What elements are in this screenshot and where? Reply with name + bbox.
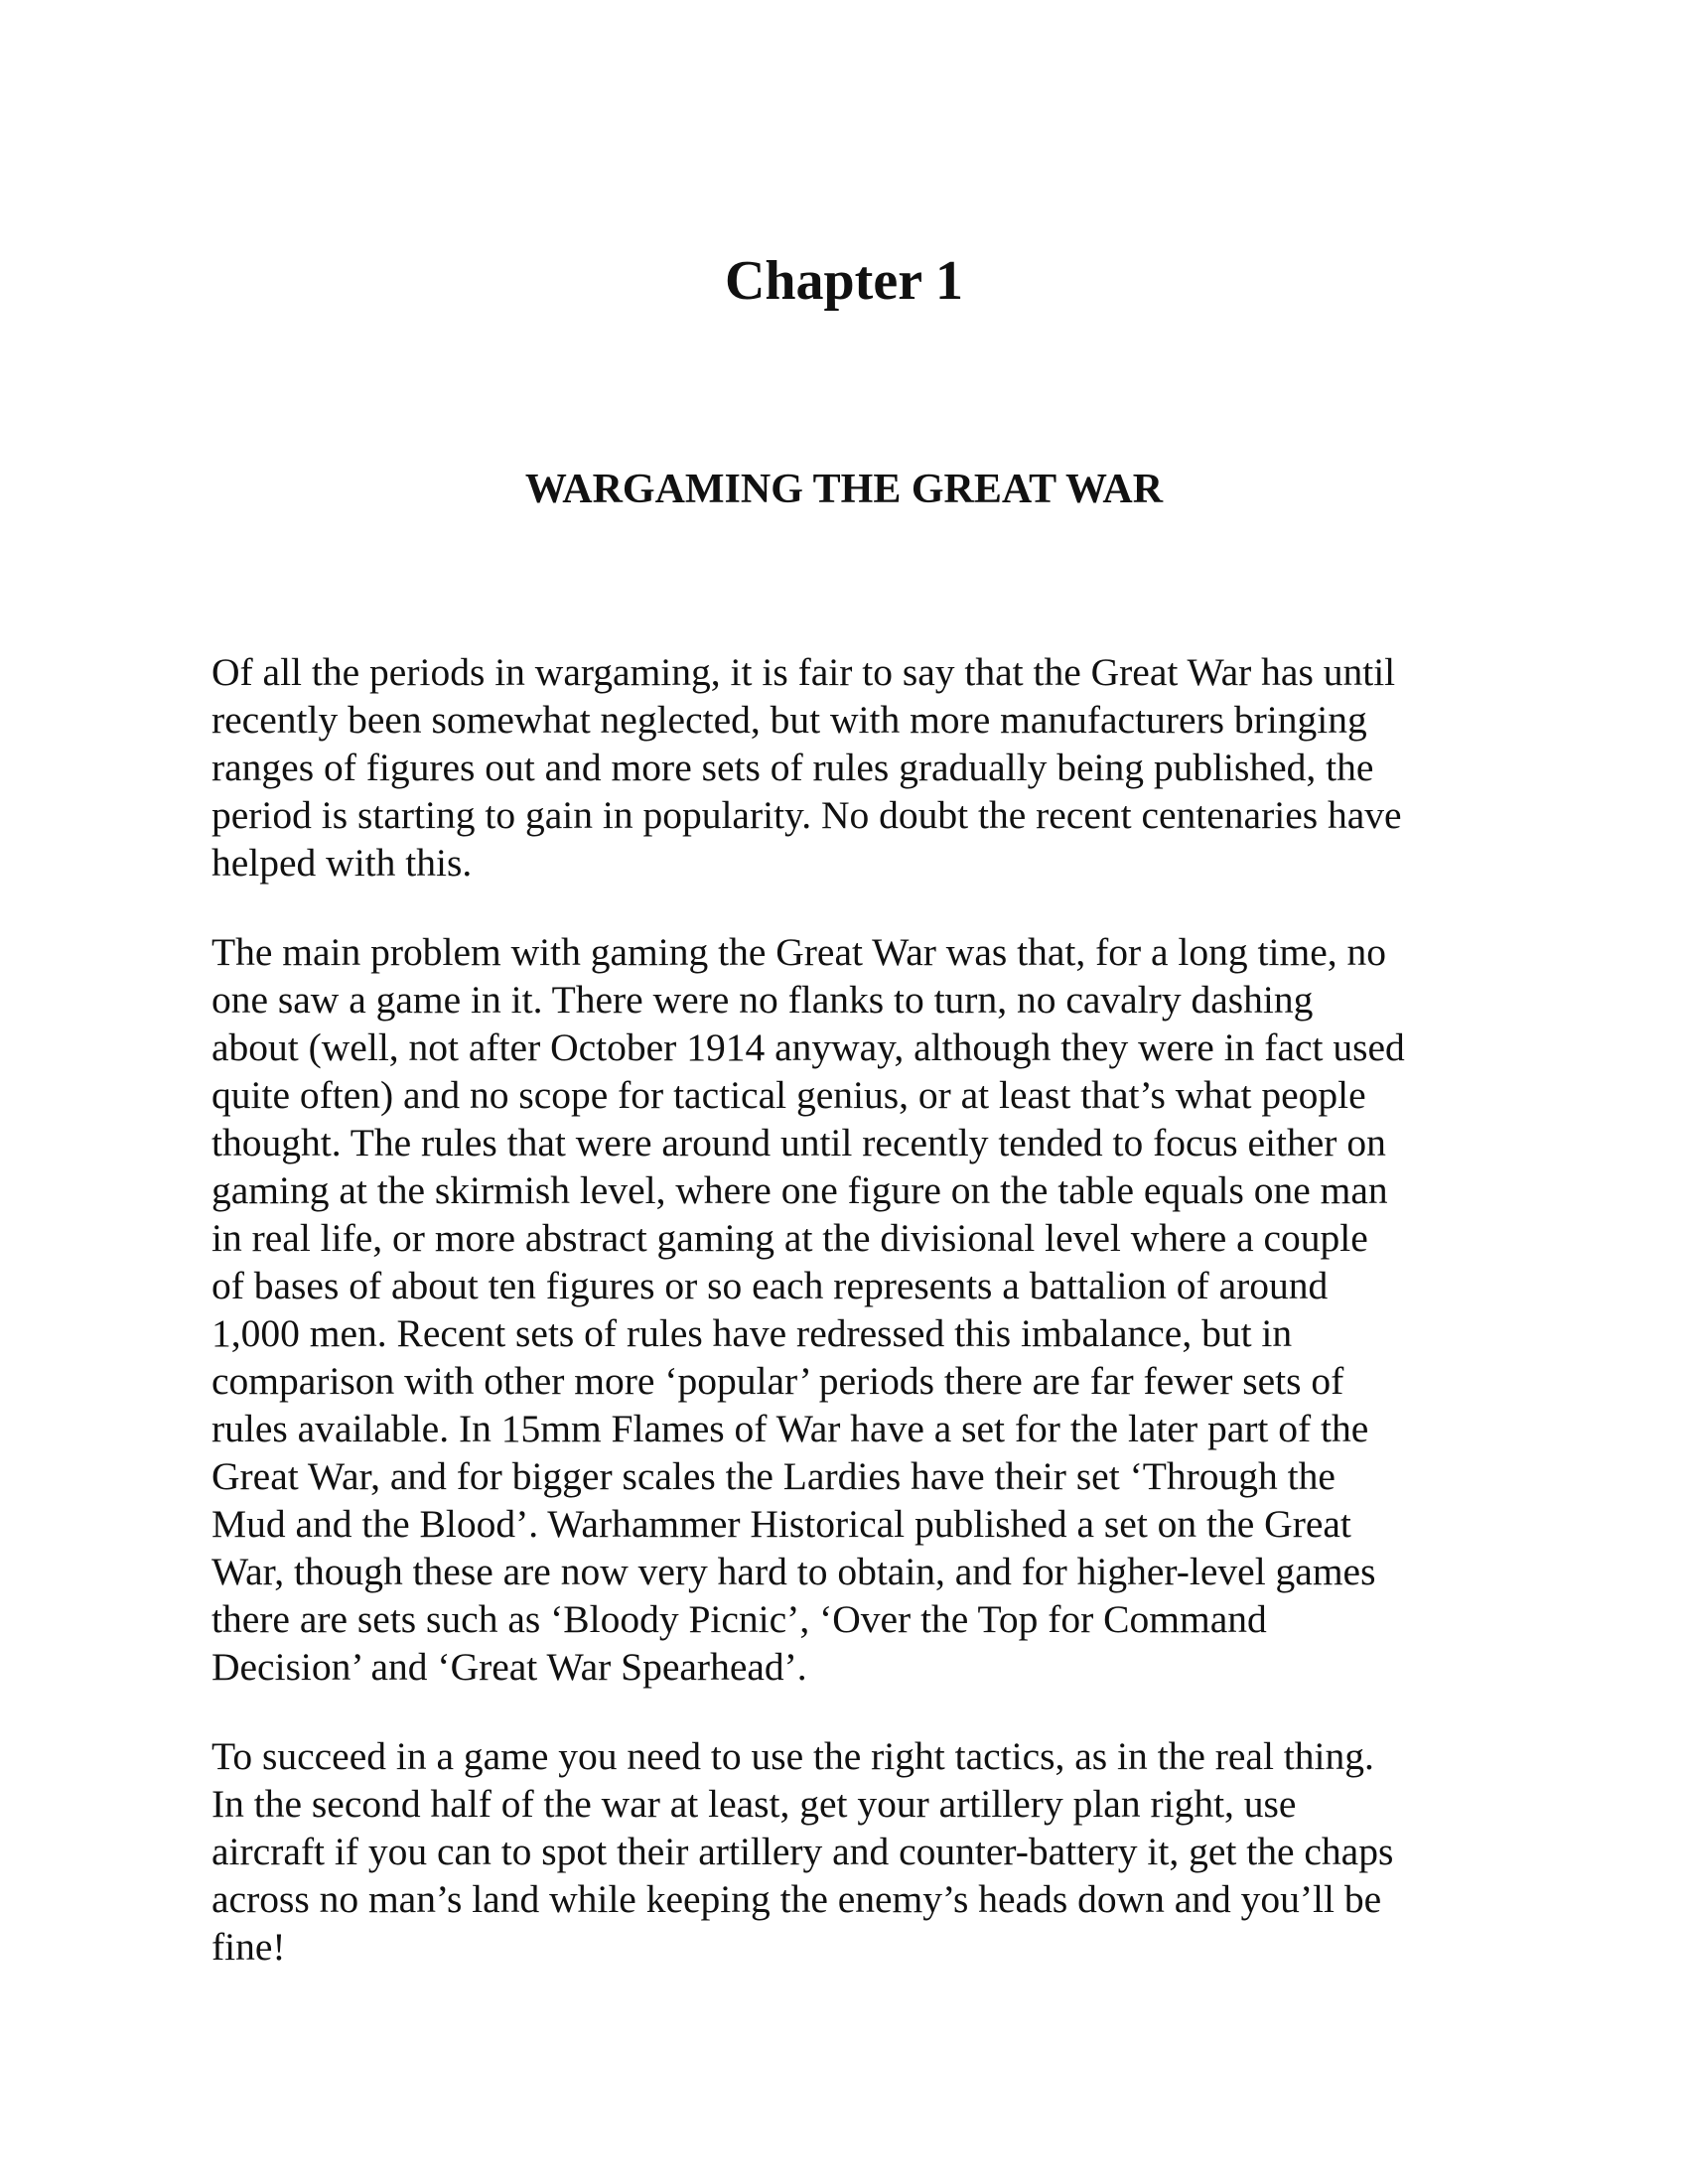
text-line: The main problem with gaming the Great War was that, for a long time, no: [211, 930, 1386, 974]
text-line: fine!: [211, 1925, 286, 1969]
text-line: In the second half of the war at least, get your artillery plan right, use: [211, 1782, 1297, 1826]
text-line: one saw a game in it. There were no flanks to turn, no cavalry dashing: [211, 978, 1314, 1022]
text-line: there are sets such as ‘Bloody Picnic’, ‘Over the Top for Command: [211, 1597, 1267, 1641]
text-line: period is starting to gain in popularity. No doubt the recent centenaries have: [211, 793, 1402, 837]
text-line: quite often) and no scope for tactical genius, or at least that’s what people: [211, 1073, 1366, 1117]
text-line: Of all the periods in wargaming, it is fair to say that the Great War has until: [211, 650, 1396, 694]
text-line: helped with this.: [211, 841, 473, 885]
text-line: rules available. In 15mm Flames of War have a set for the later part of the: [211, 1407, 1369, 1450]
chapter-heading: Chapter 1: [724, 250, 964, 312]
text-line: aircraft if you can to spot their artillery and counter-battery it, get the chaps: [211, 1830, 1394, 1873]
text-line: across no man’s land while keeping the enemy’s heads down and you’ll be: [211, 1877, 1382, 1921]
text-line: thought. The rules that were around until recently tended to focus either on: [211, 1121, 1386, 1164]
paragraph-1: [211, 648, 1502, 887]
chapter-title: WARGAMING THE GREAT WAR: [524, 467, 1164, 512]
text-line: Decision’ and ‘Great War Spearhead’.: [211, 1645, 807, 1689]
text-line: War, though these are now very hard to obtain, and for higher-level games: [211, 1550, 1376, 1593]
paragraph-2: [211, 928, 1502, 1691]
text-line: ranges of figures out and more sets of rules gradually being published, the: [211, 746, 1374, 789]
text-line: To succeed in a game you need to use the right tactics, as in the real thing.: [211, 1734, 1374, 1778]
text-line: 1,000 men. Recent sets of rules have redressed this imbalance, but in: [211, 1311, 1293, 1355]
text-line: in real life, or more abstract gaming at the divisional level where a couple: [211, 1216, 1368, 1260]
text-line: Mud and the Blood’. Warhammer Historical published a set on the Great: [211, 1502, 1351, 1546]
text-line: recently been somewhat neglected, but with more manufacturers bringing: [211, 698, 1367, 742]
text-line: Great War, and for bigger scales the Lardies have their set ‘Through the: [211, 1454, 1336, 1498]
body-text: [211, 648, 1502, 2012]
text-line: gaming at the skirmish level, where one figure on the table equals one man: [211, 1168, 1388, 1212]
text-line: of bases of about ten figures or so each represents a battalion of around: [211, 1264, 1329, 1307]
text-line: about (well, not after October 1914 anyway, although they were in fact used: [211, 1025, 1405, 1069]
paragraph-3: [211, 1732, 1502, 1971]
text-line: comparison with other more ‘popular’ periods there are far fewer sets of: [211, 1359, 1344, 1403]
